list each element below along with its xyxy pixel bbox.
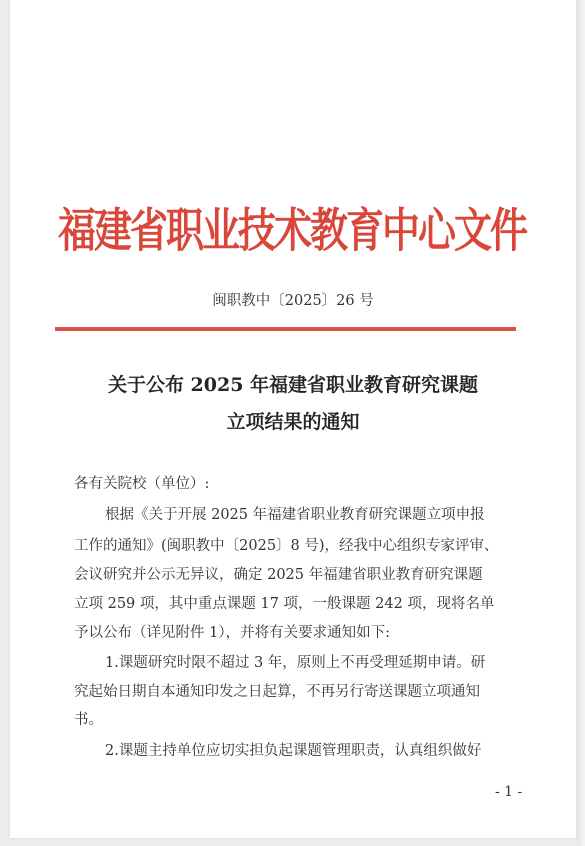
red-divider xyxy=(55,327,516,331)
document-page xyxy=(10,0,576,838)
issuer-title: 福建省职业技术教育中心文件 xyxy=(58,202,527,258)
body-line: 立项 259 项，其中重点课题 17 项，一般课题 242 项，现将名单 xyxy=(74,596,495,612)
body-line: 书。 xyxy=(74,712,103,728)
body-line: 予以公布（详见附件 1），并将有关要求通知如下: xyxy=(74,625,390,641)
salutation: 各有关院校（单位）: xyxy=(74,476,210,492)
document-number: 闽职教中〔2025〕26 号 xyxy=(212,293,374,309)
body-line: 根据《关于开展 2025 年福建省职业教育研究课题立项申报 xyxy=(105,507,485,523)
page-number: - 1 - xyxy=(495,784,523,800)
body-line: 2.课题主持单位应切实担负起课题管理职责，认真组织做好 xyxy=(105,743,482,759)
body-line: 工作的通知》(闽职教中〔2025〕8 号)，经我中心组织专家评审、 xyxy=(74,538,499,554)
body-line: 究起始日期自本通知印发之日起算，不再另行寄送课题立项通知 xyxy=(74,684,480,700)
notice-title-line-1: 关于公布 2025 年福建省职业教育研究课题 xyxy=(107,374,479,396)
page-edge-shadow xyxy=(577,0,585,846)
body-line: 1.课题研究时限不超过 3 年，原则上不再受理延期申请。研 xyxy=(105,655,486,671)
notice-title-line-2: 立项结果的通知 xyxy=(226,411,360,433)
body-line: 会议研究并公示无异议，确定 2025 年福建省职业教育研究课题 xyxy=(74,567,483,583)
